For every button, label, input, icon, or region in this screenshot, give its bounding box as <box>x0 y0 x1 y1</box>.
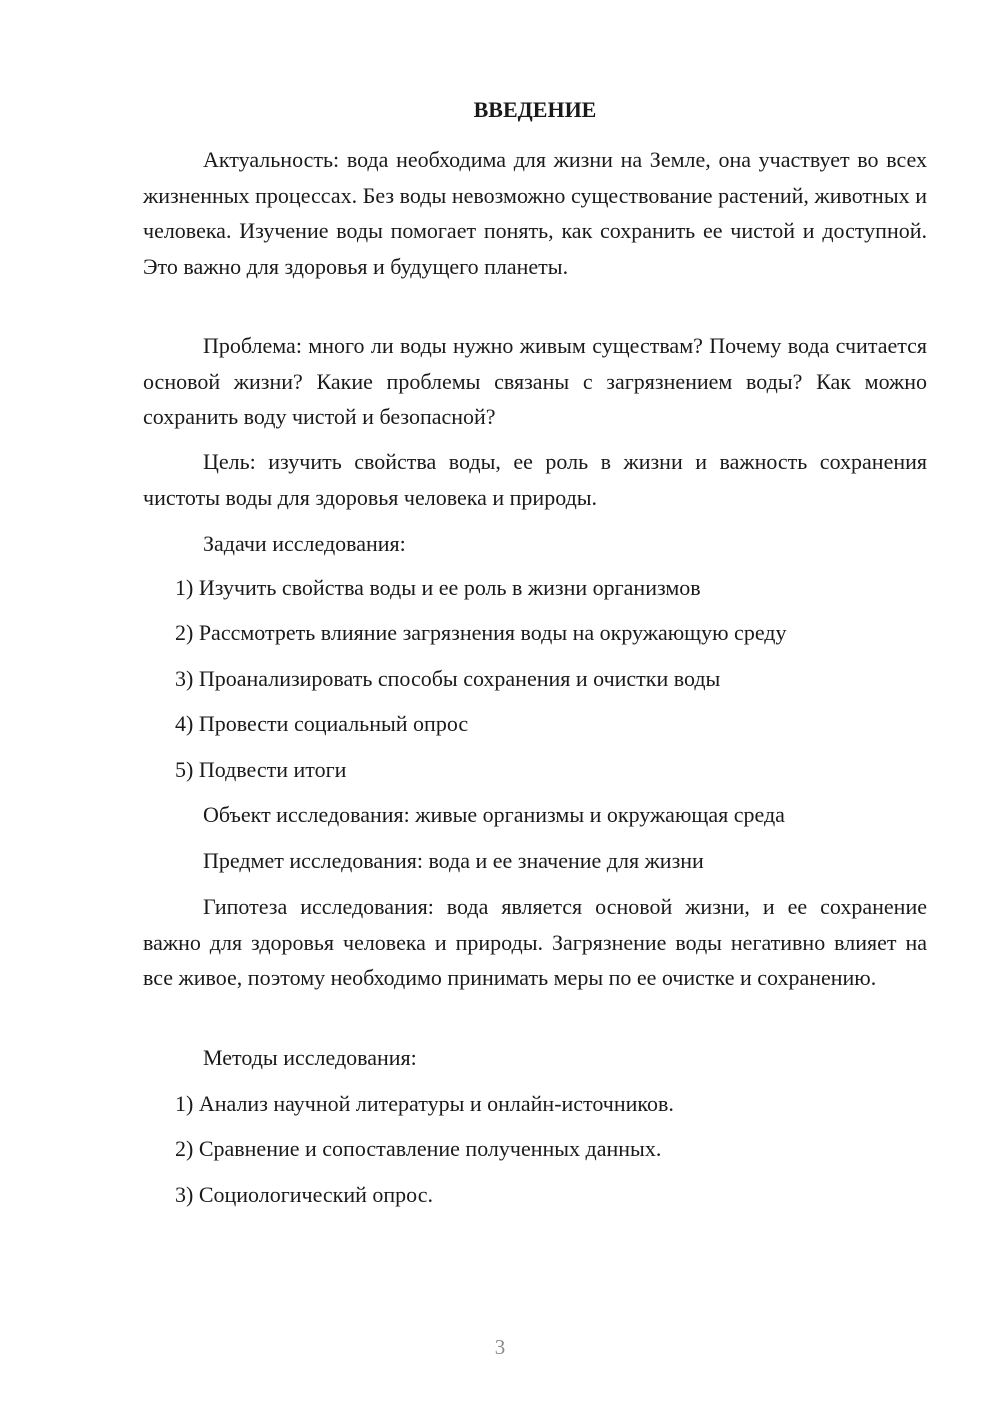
page-number: 3 <box>494 1335 506 1359</box>
page-title: ВВЕДЕНИЕ <box>473 97 597 122</box>
tasks-heading: Задачи исследования: <box>203 531 406 556</box>
method-item-2: 2) Сравнение и сопоставление полученных данных. <box>175 1136 662 1161</box>
paragraph-problem: Проблема: много ли воды нужно живым существам? Почему вода считается основой жизни? Какие проблемы связаны с загрязнением воды? Как можно сохранить воду чистой и безопасной? <box>143 333 927 429</box>
paragraph-goal: Цель: изучить свойства воды, ее роль в жизни и важность сохранения чистоты воды для здоровья человека и природы. <box>143 449 927 510</box>
task-item-4: 4) Провести социальный опрос <box>175 711 469 736</box>
paragraph-relevance: Актуальность: вода необходима для жизни на Земле, она участвует во всех жизненных процессах. Без воды невозможно существование растений, животных и человека. Изучение воды помогает понять, как сохранить ее чистой и доступной. Это важно для здоровья и будущего планеты. <box>143 147 927 279</box>
method-item-3: 3) Социологический опрос. <box>175 1182 433 1207</box>
task-item-1: 1) Изучить свойства воды и ее роль в жизни организмов <box>175 575 701 600</box>
method-item-1: 1) Анализ научной литературы и онлайн-источников. <box>175 1091 674 1116</box>
paragraph-hypothesis: Гипотеза исследования: вода является основой жизни, и ее сохранение важно для здоровья человека и природы. Загрязнение воды негативно влияет на все живое, поэтому необходимо принимать меры по ее очистке и сохранению. <box>143 894 927 990</box>
research-object: Объект исследования: живые организмы и окружающая среда <box>203 802 785 827</box>
task-item-3: 3) Проанализировать способы сохранения и очистки воды <box>175 666 721 691</box>
methods-heading: Методы исследования: <box>203 1045 417 1070</box>
task-item-2: 2) Рассмотреть влияние загрязнения воды на окружающую среду <box>175 620 787 645</box>
research-subject: Предмет исследования: вода и ее значение для жизни <box>203 848 704 873</box>
task-item-5: 5) Подвести итоги <box>175 757 347 782</box>
